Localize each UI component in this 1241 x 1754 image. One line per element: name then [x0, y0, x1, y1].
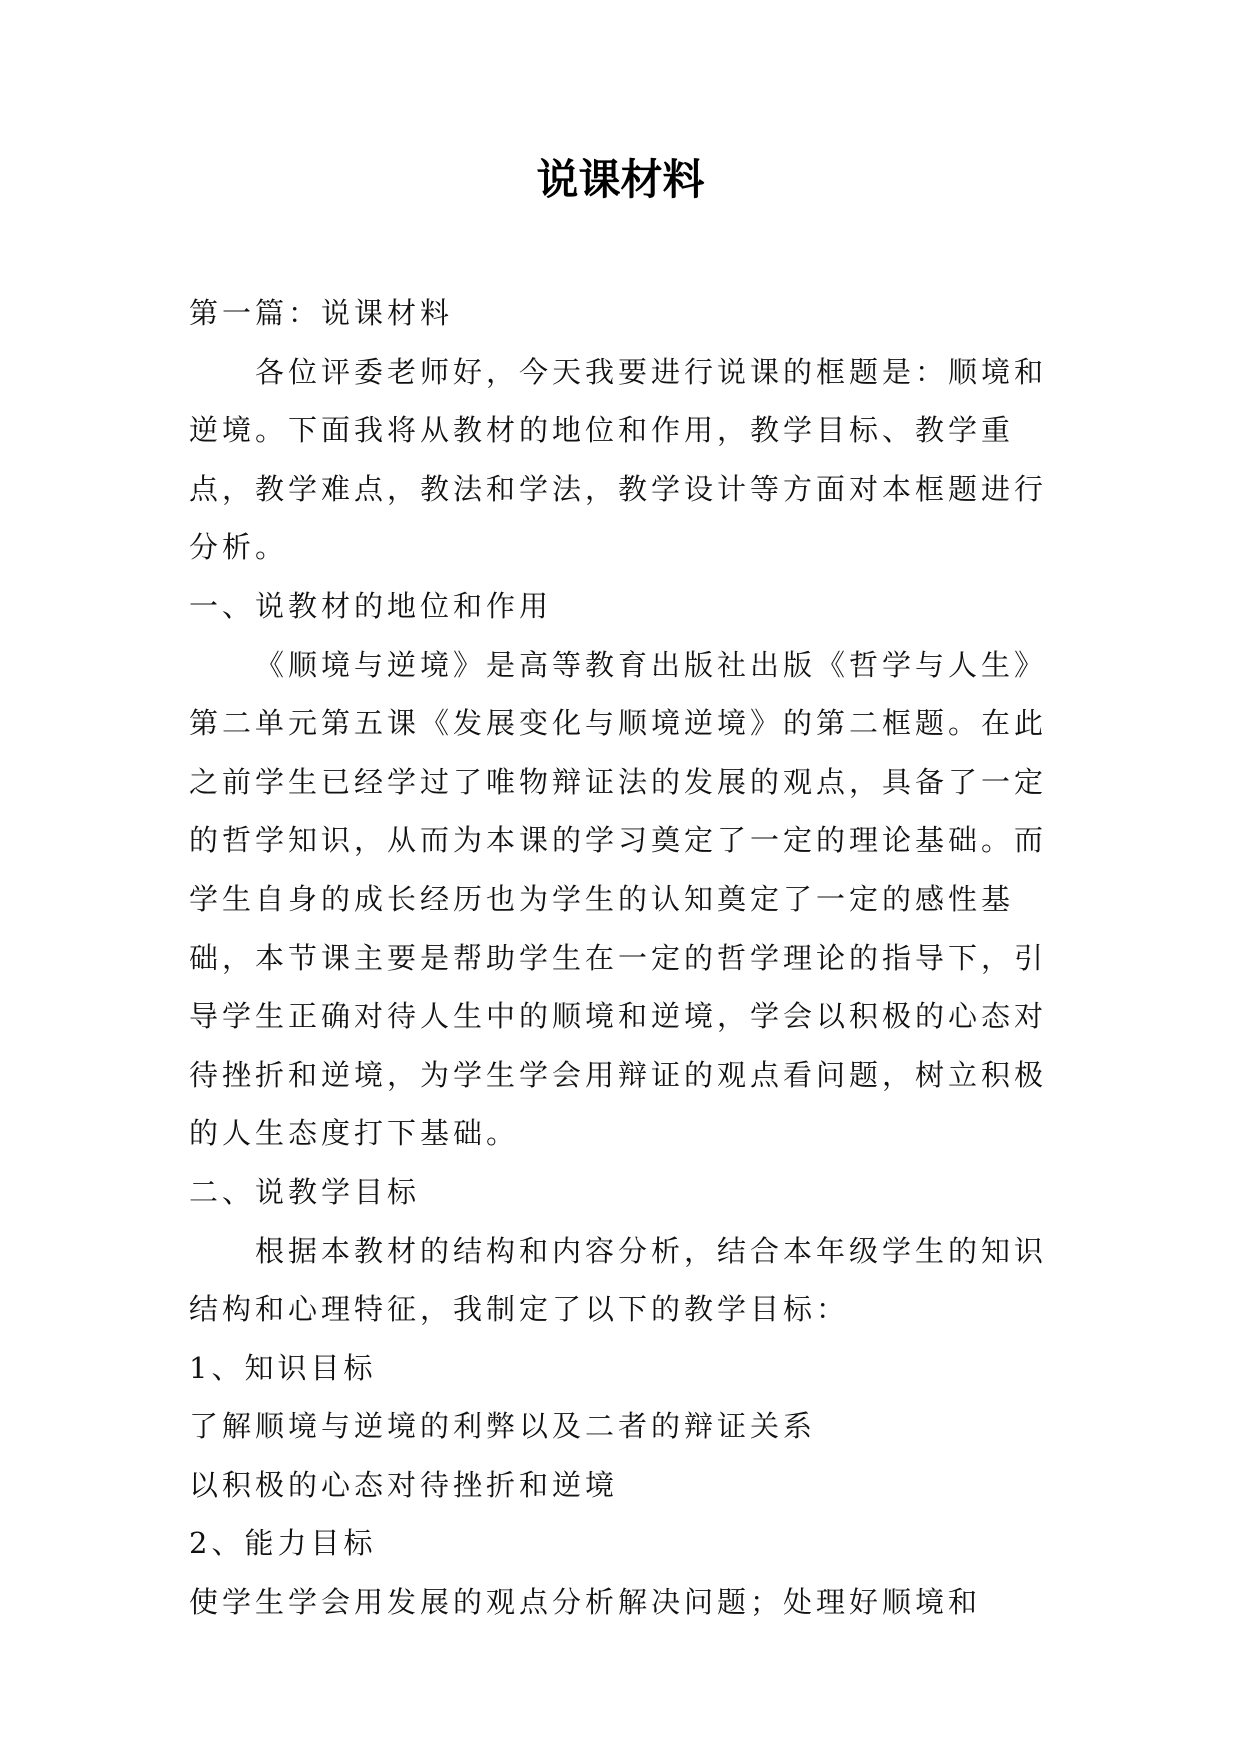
- intro-paragraph: 各位评委老师好，今天我要进行说课的框题是：顺境和逆境。下面我将从教材的地位和作用，教学目标、教学重点，教学难点，教法和学法，教学设计等方面对本框题进行分析。: [189, 354, 1048, 565]
- knowledge-goal-item: 了解顺境与逆境的利弊以及二者的辩证关系: [189, 1409, 817, 1444]
- textbook-role-paragraph: 《顺境与逆境》是高等教育出版社出版《哲学与人生》第二单元第五课《发展变化与顺境逆境》的第二框题。在此之前学生已经学过了唯物辩证法的发展的观点，具备了一定的哲学知识，从而为本课的学习奠定了一定的理论基础。而学生自身的成长经历也为学生的认知奠定了一定的感性基础，本节课主要是帮助学生在一定的哲学理论的指导下，引导学生正确对待人生中的顺境和逆境，学会以积极的心态对待挫折和逆境，为学生学会用辩证的观点看问题，树立积极的人生态度打下基础。: [189, 647, 1048, 1151]
- teaching-goals-paragraph: 根据本教材的结构和内容分析，结合本年级学生的知识结构和心理特征，我制定了以下的教学目标：: [189, 1233, 1048, 1327]
- ability-goal-heading: 2、能力目标: [189, 1526, 377, 1561]
- document-body: [189, 284, 1059, 1632]
- knowledge-goal-heading: 1、知识目标: [189, 1350, 377, 1385]
- document-title: 说课材料: [536, 155, 705, 204]
- section-heading: 第一篇：说课材料: [189, 296, 454, 330]
- ability-goal-text: 使学生学会用发展的观点分析解决问题；处理好顺境和: [189, 1585, 982, 1620]
- heading-textbook-role: 一、说教材的地位和作用: [189, 588, 553, 623]
- heading-teaching-goals: 二、说教学目标: [189, 1174, 421, 1209]
- knowledge-goal-item: 以积极的心态对待挫折和逆境: [189, 1467, 619, 1502]
